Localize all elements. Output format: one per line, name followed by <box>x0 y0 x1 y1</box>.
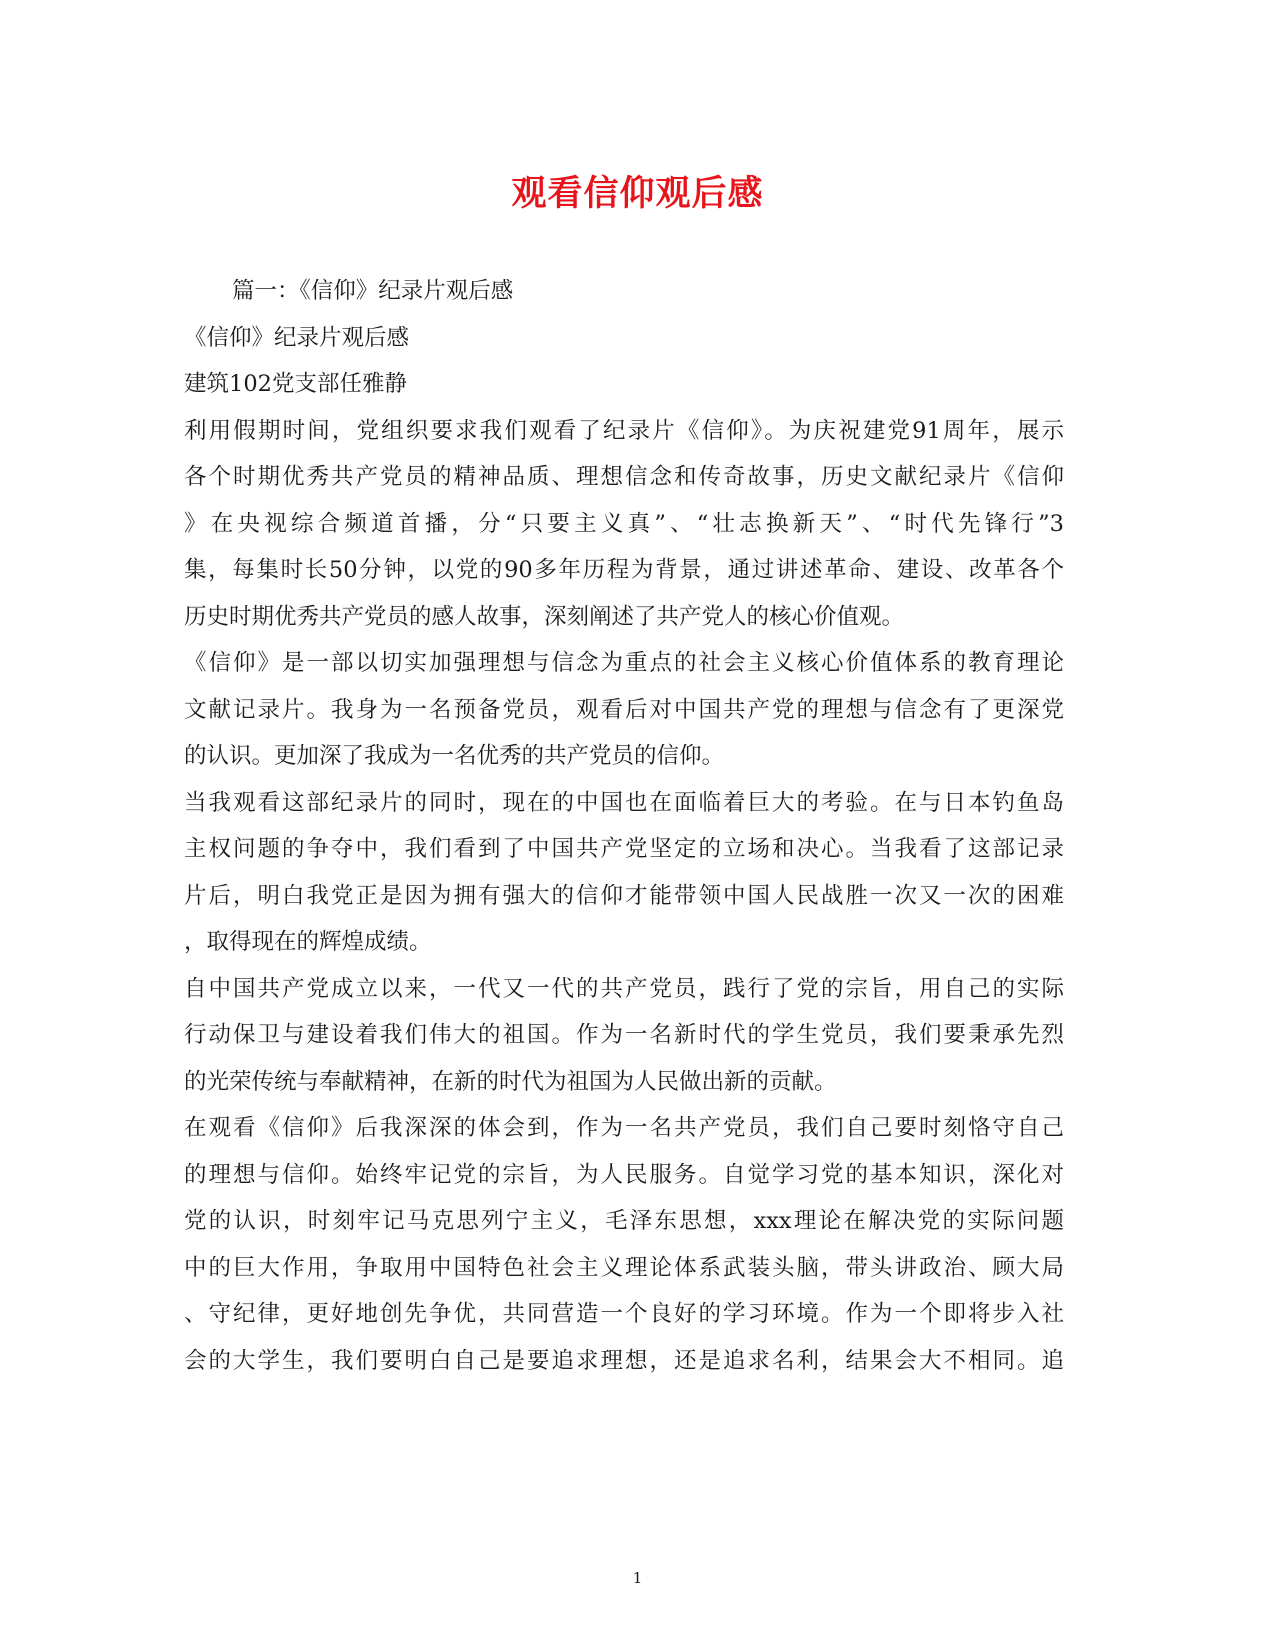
body-line: 各个时期优秀共产党员的精神品质、理想信念和传奇故事，历史文献纪录片《信仰 <box>184 464 1064 490</box>
body-line: 篇一：《信仰》纪录片观后感 <box>232 278 514 304</box>
body-line: 、守纪律，更好地创先争优，共同营造一个良好的学习环境。作为一个即将步入社 <box>184 1301 1064 1327</box>
body-line: 行动保卫与建设着我们伟大的祖国。作为一名新时代的学生党员，我们要秉承先烈 <box>184 1022 1064 1048</box>
body-line: 《信仰》纪录片观后感 <box>184 324 410 351</box>
body-line: 集，每集时长50分钟，以党的90多年历程为背景，通过讲述革命、建设、改革各个 <box>184 557 1064 583</box>
body-line: 党的认识，时刻牢记马克思列宁主义，毛泽东思想，xxx理论在解决党的实际问题 <box>184 1208 1064 1234</box>
body-line: 在观看《信仰》后我深深的体会到，作为一名共产党员，我们自己要时刻恪守自己 <box>184 1115 1064 1141</box>
body-line: 历史时期优秀共产党员的感人故事，深刻阐述了共产党人的核心价值观。 <box>184 603 905 630</box>
body-line: 利用假期时间，党组织要求我们观看了纪录片《信仰》。为庆祝建党91周年，展示 <box>184 417 1064 444</box>
body-line: 的认识。更加深了我成为一名优秀的共产党员的信仰。 <box>184 743 725 769</box>
body-line: 》在央视综合频道首播，分“只要主义真”、“壮志换新天”、“时代先锋行”3 <box>184 510 1064 537</box>
page-number: 1 <box>632 1569 643 1587</box>
body-line: 建筑102党支部任雅静 <box>184 371 407 397</box>
document-body <box>184 268 1064 1384</box>
body-line: ，取得现在的辉煌成绩。 <box>184 929 432 955</box>
body-line: 主权问题的争夺中，我们看到了中国共产党坚定的立场和决心。当我看了这部记录 <box>184 836 1064 862</box>
body-line: 自中国共产党成立以来，一代又一代的共产党员，践行了党的宗旨，用自己的实际 <box>184 975 1064 1002</box>
body-line: 会的大学生，我们要明白自己是要追求理想，还是追求名利，结果会大不相同。追 <box>184 1347 1064 1374</box>
body-line: 当我观看这部纪录片的同时，现在的中国也在面临着巨大的考验。在与日本钓鱼岛 <box>184 789 1064 816</box>
body-line: 片后，明白我党正是因为拥有强大的信仰才能带领中国人民战胜一次又一次的困难 <box>184 882 1064 909</box>
body-line: 《信仰》是一部以切实加强理想与信念为重点的社会主义核心价值体系的教育理论 <box>184 650 1064 676</box>
body-line: 中的巨大作用，争取用中国特色社会主义理论体系武装头脑，带头讲政治、顾大局 <box>184 1254 1064 1281</box>
document-title: 观看信仰观后感 <box>511 173 764 214</box>
body-line: 文献记录片。我身为一名预备党员，观看后对中国共产党的理想与信念有了更深党 <box>184 696 1064 723</box>
body-line: 的理想与信仰。始终牢记党的宗旨，为人民服务。自觉学习党的基本知识，深化对 <box>184 1161 1064 1188</box>
body-line: 的光荣传统与奉献精神，在新的时代为祖国为人民做出新的贡献。 <box>184 1068 837 1095</box>
